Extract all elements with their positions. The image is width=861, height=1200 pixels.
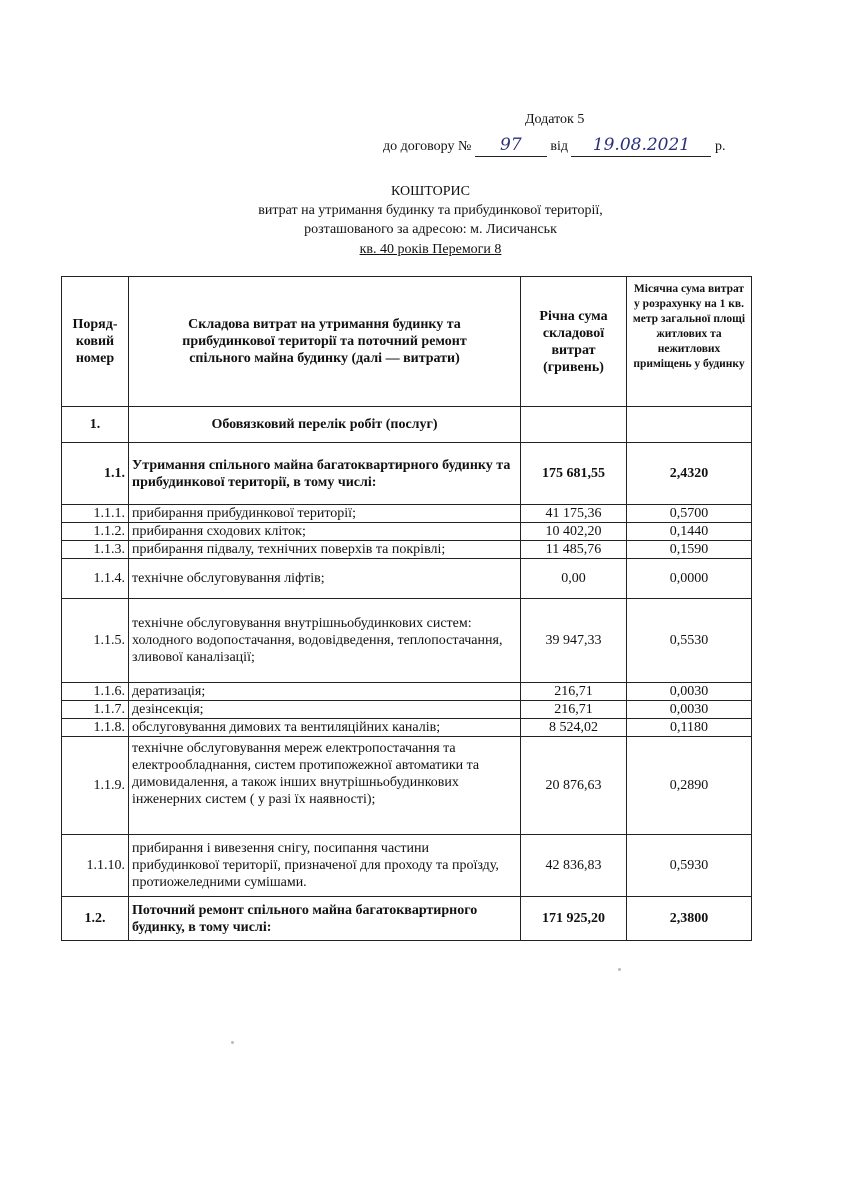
row-annual: 41 175,36 xyxy=(521,505,627,523)
row-name: прибирання сходових кліток; xyxy=(129,523,521,541)
cost-estimate-table xyxy=(61,276,752,941)
row-number: 1. xyxy=(62,407,129,443)
row-number: 1.1.6. xyxy=(62,683,129,701)
col-header-monthly-text: Місячна сума витрат у розрахунку на 1 кв. метр загальної площі житлових та нежитлових приміщень у будинку xyxy=(632,282,746,370)
table-header-row xyxy=(62,277,752,407)
address-text: кв. 40 років Перемоги 8 xyxy=(359,242,502,257)
document-title: КОШТОРИС xyxy=(391,184,470,199)
row-monthly: 0,0000 xyxy=(627,559,752,599)
row-number: 1.1.4. xyxy=(62,559,129,599)
table-row xyxy=(62,835,752,897)
row-number: 1.1.7. xyxy=(62,701,129,719)
row-annual xyxy=(521,407,627,443)
row-name: дератизація; xyxy=(129,683,521,701)
row-monthly: 0,1440 xyxy=(627,523,752,541)
table-row xyxy=(62,683,752,701)
contract-date: 19.08.2021 xyxy=(571,138,711,157)
row-annual: 42 836,83 xyxy=(521,835,627,897)
row-name: прибирання і вивезення снігу, посипання частини прибудинкової території, призначеної для проходу та проїзду, протиожеледними сумішами. xyxy=(129,835,521,897)
date-prefix: від xyxy=(550,139,568,154)
row-annual: 175 681,55 xyxy=(521,443,627,505)
row-name: Обовязковий перелік робіт (послуг) xyxy=(129,407,521,443)
row-annual: 216,71 xyxy=(521,683,627,701)
row-name: технічне обслуговування внутрішньобудинкових систем: холодного водопостачання, водовідведення, теплопостачання, зливової каналізації; xyxy=(129,599,521,683)
col-header-annual: Річна сума складової витрат (гривень) xyxy=(521,277,627,407)
row-monthly: 2,4320 xyxy=(627,443,752,505)
row-monthly: 0,5700 xyxy=(627,505,752,523)
row-name: дезінсекція; xyxy=(129,701,521,719)
row-name: прибирання підвалу, технічних поверхів та покрівлі; xyxy=(129,541,521,559)
scan-speck xyxy=(231,1041,234,1044)
table-row xyxy=(62,523,752,541)
contract-line xyxy=(383,135,726,157)
row-number: 1.1.5. xyxy=(62,599,129,683)
table-row xyxy=(62,737,752,835)
row-annual: 39 947,33 xyxy=(521,599,627,683)
table-row xyxy=(62,541,752,559)
col-header-monthly xyxy=(627,277,752,407)
row-name: Поточний ремонт спільного майна багатоквартирного будинку, в тому числі: xyxy=(129,897,521,941)
col-header-item: Складова витрат на утримання будинку та прибудинкової території та поточний ремонт спільного майна будинку (далі — витрати) xyxy=(129,277,521,407)
row-number: 1.2. xyxy=(62,897,129,941)
row-annual: 8 524,02 xyxy=(521,719,627,737)
row-monthly xyxy=(627,407,752,443)
row-monthly: 0,2890 xyxy=(627,737,752,835)
table-row xyxy=(62,599,752,683)
row-number: 1.1.9. xyxy=(62,737,129,835)
contract-prefix: до договору № xyxy=(383,139,472,154)
row-monthly: 2,3800 xyxy=(627,897,752,941)
row-annual: 20 876,63 xyxy=(521,737,627,835)
contract-number: 97 xyxy=(475,138,547,157)
table-row xyxy=(62,701,752,719)
row-annual: 10 402,20 xyxy=(521,523,627,541)
table-row xyxy=(62,897,752,941)
row-number: 1.1.1. xyxy=(62,505,129,523)
row-number: 1.1.3. xyxy=(62,541,129,559)
row-name: прибирання прибудинкової території; xyxy=(129,505,521,523)
title-line-2: розташованого за адресою: м. Лисичанськ xyxy=(304,222,557,237)
row-monthly: 0,0030 xyxy=(627,683,752,701)
table-row xyxy=(62,719,752,737)
table-row xyxy=(62,407,752,443)
table-row xyxy=(62,443,752,505)
title-line-1: витрат на утримання будинку та прибудинкової території, xyxy=(258,203,603,218)
row-monthly: 0,1180 xyxy=(627,719,752,737)
scan-speck xyxy=(618,968,621,971)
annex-label: Додаток 5 xyxy=(525,112,585,127)
row-number: 1.1.10. xyxy=(62,835,129,897)
title-line-3 xyxy=(0,242,861,258)
row-name: технічне обслуговування мереж електропостачання та електрообладнання, систем протипожежної автоматики та димовидалення, а також інших внутрішньобудинкових інженерних систем ( у разі їх наявності); xyxy=(129,737,521,835)
row-name: обслуговування димових та вентиляційних каналів; xyxy=(129,719,521,737)
table-row xyxy=(62,559,752,599)
row-number: 1.1.2. xyxy=(62,523,129,541)
row-annual: 11 485,76 xyxy=(521,541,627,559)
row-monthly: 0,1590 xyxy=(627,541,752,559)
row-monthly: 0,5930 xyxy=(627,835,752,897)
date-suffix: р. xyxy=(714,139,726,154)
row-monthly: 0,5530 xyxy=(627,599,752,683)
table-row xyxy=(62,505,752,523)
row-monthly: 0,0030 xyxy=(627,701,752,719)
row-annual: 216,71 xyxy=(521,701,627,719)
row-name: технічне обслуговування ліфтів; xyxy=(129,559,521,599)
row-annual: 171 925,20 xyxy=(521,897,627,941)
row-number: 1.1. xyxy=(62,443,129,505)
col-header-number: Поряд-ковий номер xyxy=(62,277,129,407)
row-name: Утримання спільного майна багатоквартирного будинку та прибудинкової території, в тому числі: xyxy=(129,443,521,505)
row-annual: 0,00 xyxy=(521,559,627,599)
row-number: 1.1.8. xyxy=(62,719,129,737)
